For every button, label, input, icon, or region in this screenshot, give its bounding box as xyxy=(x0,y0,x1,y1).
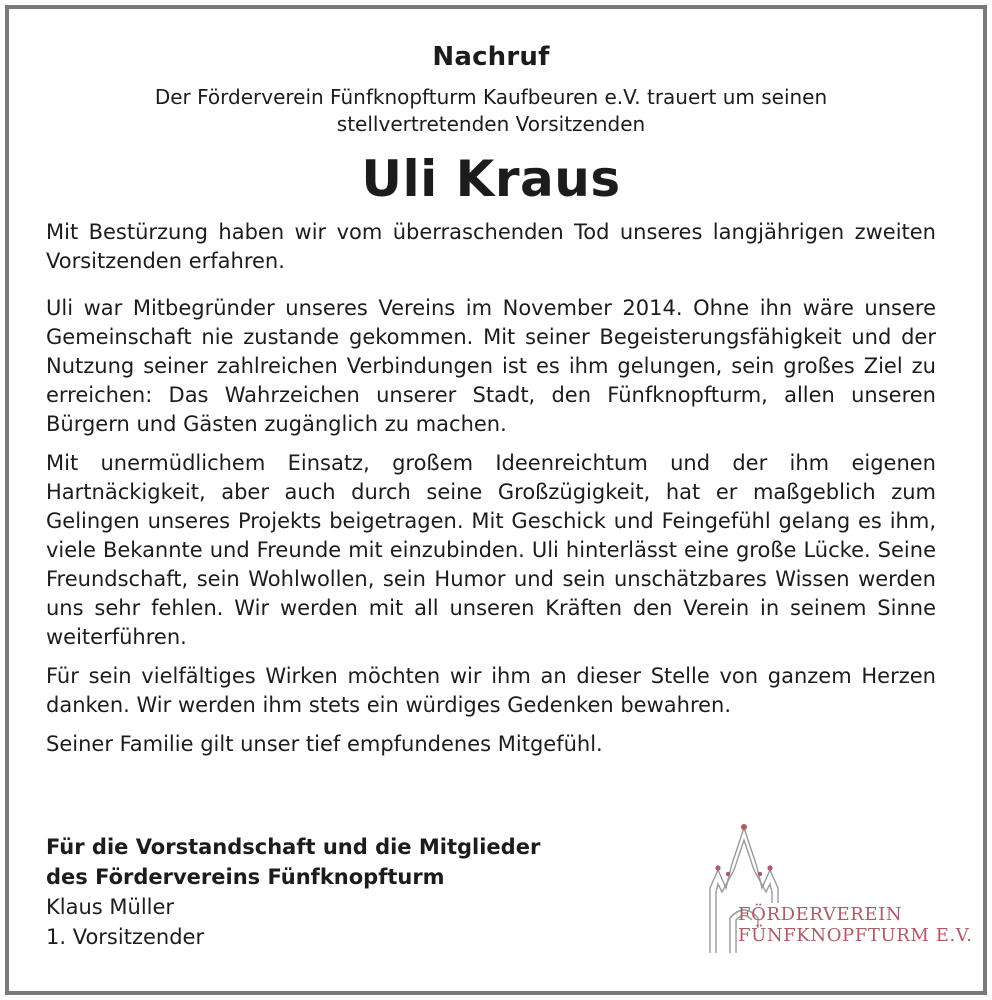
obituary-content xyxy=(46,40,936,769)
paragraph-3: Mit unermüdlichem Einsatz, großem Ideenreichtum und der ihm eigenen Hartnäckigkeit, aber auch durch seine Großzügigkeit, hat er maßgeblich zum Gelingen unseres Projekts beigetragen. Mit Geschick und Feingefühl gelang es ihm, viele Bekannte und Freunde mit einzubinden. Uli hinterlässt eine große Lücke. Seine Freundschaft, sein Wohlwollen, sein Humor und sein unschätzbares Wissen werden uns sehr fehlen. Wir werden mit all unseren Kräften den Verein in seinem Sinne weiterführen. xyxy=(46,451,936,649)
logo-line-2: FÜNFKNOPFTURM E.V. xyxy=(738,925,973,946)
signature-line-1: Für die Vorstandschaft und die Mitglieder xyxy=(46,835,541,859)
obituary-body xyxy=(46,218,936,759)
intro-text xyxy=(46,84,936,138)
signature-line-2: des Fördervereins Fünfknopfturm xyxy=(46,865,445,889)
paragraph-2: Uli war Mitbegründer unseres Vereins im November 2014. Ohne ihn wäre unsere Gemeinschaft nie zustande gekommen. Mit seiner Begeisterungsfähigkeit und der Nutzung seiner zahlreichen Verbindungen ist es ihm gelungen, sein großes Ziel zu erreichen: Das Wahrzeichen unserer Stadt, den Fünfknopfturm, allen unseren Bürgern und Gästen zugänglich zu machen. xyxy=(46,296,936,436)
signature-block xyxy=(46,832,540,952)
intro-line-1: Der Förderverein Fünfknopfturm Kaufbeuren e.V. trauert um seinen xyxy=(154,85,828,109)
logo-wordmark xyxy=(738,904,973,946)
paragraph-1: Mit Bestürzung haben wir vom überraschenden Tod unseres langjährigen zweiten Vorsitzenden erfahren. xyxy=(46,220,936,273)
signer-role: 1. Vorsitzender xyxy=(46,925,205,949)
logo-line-1: FÖRDERVEREIN xyxy=(738,904,903,925)
signer-name: Klaus Müller xyxy=(46,895,175,919)
intro-line-2: stellvertretenden Vorsitzenden xyxy=(336,112,646,136)
paragraph-5: Seiner Familie gilt unser tief empfundenes Mitgefühl. xyxy=(46,732,603,756)
deceased-name: Uli Kraus xyxy=(361,150,621,208)
notice-title: Nachruf xyxy=(432,42,550,72)
paragraph-4: Für sein vielfältiges Wirken möchten wir ihm an dieser Stelle von ganzem Herzen danken. Wir werden ihm stets ein würdiges Gedenken bewahren. xyxy=(46,664,936,717)
